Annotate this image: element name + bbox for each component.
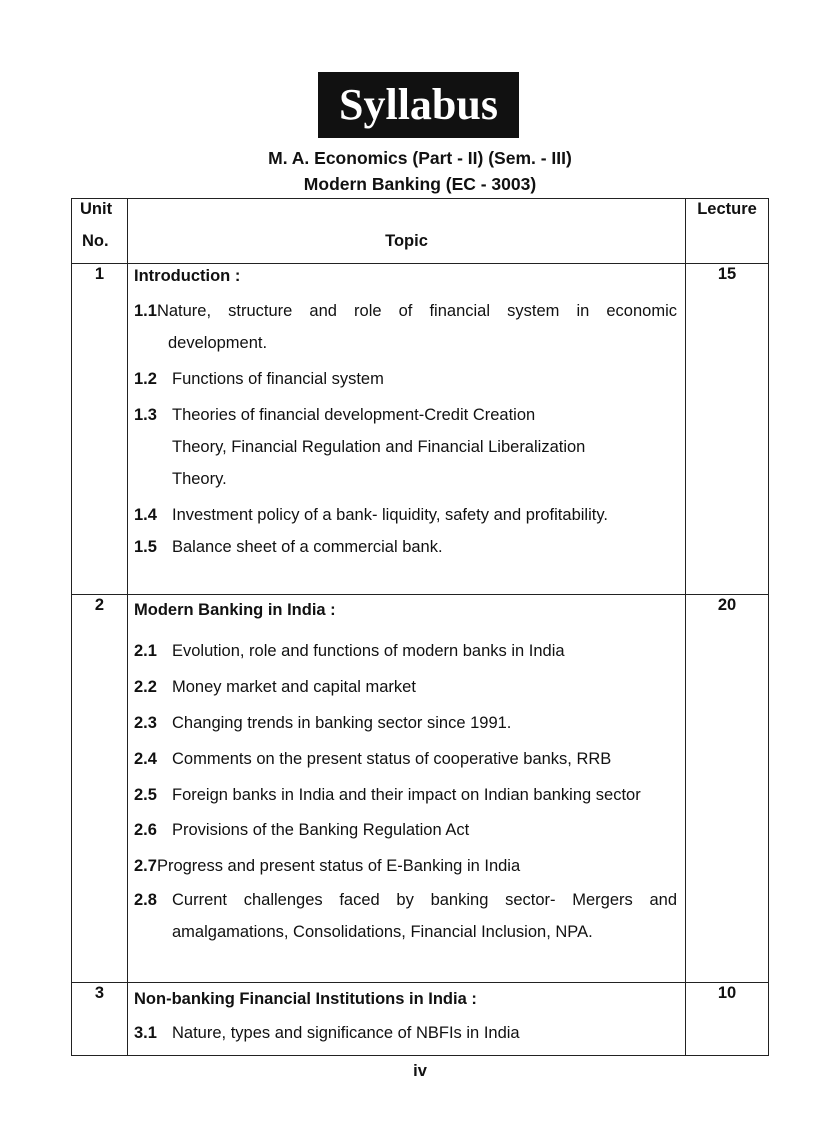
item-number: 2.4 [134,750,157,768]
list-item [134,1016,677,1050]
syllabus-banner: Syllabus [318,72,519,138]
unit-title: Non-banking Financial Institutions in India : [134,990,477,1008]
list-item [134,669,677,705]
item-number: 2.8 [134,891,157,909]
item-text: Functions of financial system [172,370,384,388]
course-subtitle: M. A. Economics (Part - II) (Sem. - III) [268,148,572,168]
table-row [72,264,769,595]
lecture-count: 20 [686,595,769,983]
lecture-header [686,199,769,264]
lecture-count: 15 [686,264,769,595]
item-number: 3.1 [134,1024,157,1042]
unit-number: 3 [72,983,128,1056]
item-text: Theories of financial development-Credit Creation Theory, Financial Regulation and Financial Liberalization Theory. [172,406,586,488]
item-number: 1.3 [134,406,157,424]
unit-topics [128,264,686,595]
item-text: Current challenges faced by banking sector- Mergers and amalgamations, Consolidations, Financial Inclusion, NPA. [172,891,677,941]
table-row [72,983,769,1056]
item-number: 2.1 [134,642,157,660]
item-number: 1.4 [134,506,157,524]
list-item [134,741,677,777]
topic-header-label: Topic [385,232,428,250]
item-number: 2.3 [134,714,157,732]
item-number: 2.5 [134,786,157,804]
item-text: Investment policy of a bank- liquidity, safety and profitability. [172,506,608,524]
lecture-header-label: Lecture [697,200,757,218]
item-number: 2.7 [134,857,157,875]
no-header-label: No. [82,232,109,250]
item-text: Money market and capital market [172,678,416,696]
unit-number: 1 [72,264,128,595]
item-text: Provisions of the Banking Regulation Act [172,821,470,839]
unit-no-header [72,199,128,264]
unit-number: 2 [72,595,128,983]
lecture-count: 10 [686,983,769,1056]
unit-topics [128,983,686,1056]
item-text: Nature, types and significance of NBFIs in India [172,1024,520,1042]
page-number: iv [413,1062,427,1080]
syllabus-table [71,198,769,1056]
list-item [134,705,677,741]
list-item [134,399,592,495]
list-item [134,295,677,359]
item-text: Balance sheet of a commercial bank. [172,538,443,556]
item-text: Nature, structure and role of financial system in economic development. [156,302,677,352]
item-text: Changing trends in banking sector since 1991. [172,714,512,732]
item-number: 2.6 [134,821,157,839]
unit-title: Introduction : [134,267,241,285]
list-item [134,363,677,395]
list-item [134,848,677,884]
item-text: Comments on the present status of cooperative banks, RRB [172,750,612,768]
list-item [134,779,652,812]
table-row [72,595,769,983]
unit-title: Modern Banking in India : [134,601,336,619]
list-item [134,884,677,948]
table-header-row [72,199,769,264]
paper-title: Modern Banking (EC - 3003) [303,174,537,194]
item-number: 1.5 [134,538,157,556]
item-number: 2.2 [134,678,157,696]
item-text: Evolution, role and functions of modern banks in India [172,642,565,660]
list-item [134,531,677,563]
list-item [134,812,677,848]
item-number: 1.1 [134,302,157,320]
topic-header [128,199,686,264]
item-number: 1.2 [134,370,157,388]
unit-topics [128,595,686,983]
list-item [134,633,677,669]
list-item [134,499,622,531]
item-text: Foreign banks in India and their impact on Indian banking sector [172,786,641,804]
item-text: Progress and present status of E-Banking in India [156,857,521,875]
unit-header-label: Unit [80,200,113,218]
